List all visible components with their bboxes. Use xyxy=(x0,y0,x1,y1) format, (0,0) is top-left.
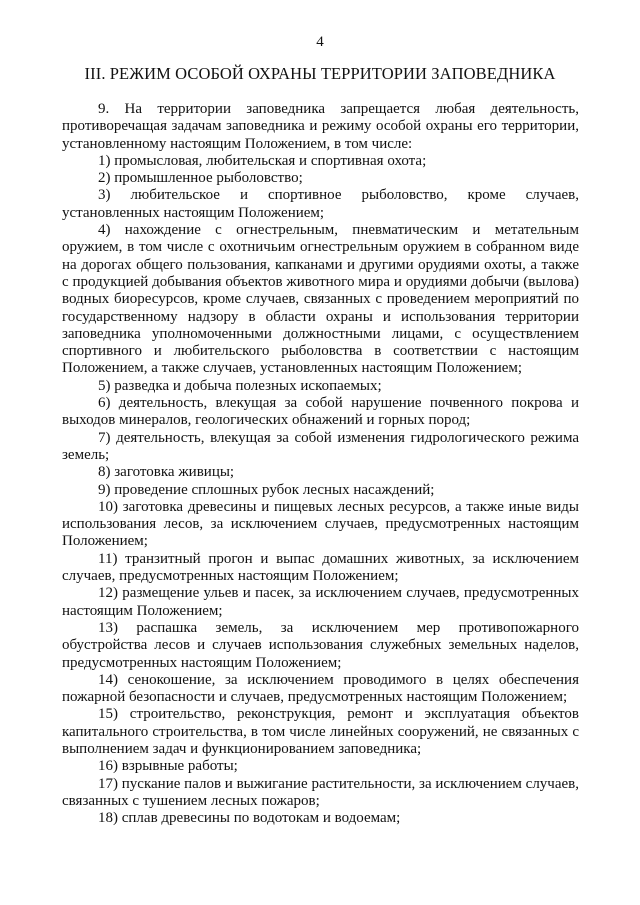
list-item-1: 1) промысловая, любительская и спортивная охота; xyxy=(98,152,427,169)
list-item-15: 15) строительство, реконструкция, ремонт и эксплуатация объектов капитального строительства, в том числе линейных сооружений, не связанных с выполнением задач и функционированием заповедника; xyxy=(62,706,579,757)
list-item-16: 16) взрывные работы; xyxy=(98,758,238,775)
page-number: 4 xyxy=(316,34,324,50)
list-item-2: 2) промышленное рыболовство; xyxy=(98,170,303,187)
document-body xyxy=(62,101,579,827)
list-item-13: 13) распашка земель, за исключением мер противопожарного обустройства лесов и случаев использования служебных земельных наделов, предусмотренных настоящим Положением; xyxy=(62,619,579,671)
paragraph-9-intro: 9. На территории заповедника запрещается любая деятельность, противоречащая задачам заповедника и режиму особой охраны его территории, установленному настоящим Положением, в том числе: xyxy=(62,101,579,152)
list-item-14: 14) сенокошение, за исключением проводимого в целях обеспечения пожарной безопасности и случаев, предусмотренных настоящим Положением; xyxy=(62,671,579,706)
list-item-12: 12) размещение ульев и пасек, за исключением случаев, предусмотренных настоящим Положением; xyxy=(62,585,579,619)
list-item-9: 9) проведение сплошных рубок лесных насаждений; xyxy=(98,481,435,498)
list-item-18: 18) сплав древесины по водотокам и водоемам; xyxy=(98,810,401,827)
section-title: III. РЕЖИМ ОСОБОЙ ОХРАНЫ ТЕРРИТОРИИ ЗАПОВЕДНИКА xyxy=(84,64,556,83)
list-item-5: 5) разведка и добыча полезных ископаемых; xyxy=(98,377,382,394)
list-item-10: 10) заготовка древесины и пищевых лесных ресурсов, а также иные виды использования лесов, за исключением случаев, предусмотренных настоящим Положением; xyxy=(62,498,579,550)
list-item-11: 11) транзитный прогон и выпас домашних животных, за исключением случаев, предусмотренных настоящим Положением; xyxy=(62,550,579,585)
list-item-8: 8) заготовка живицы; xyxy=(98,464,235,481)
list-item-7: 7) деятельность, влекущая за собой изменения гидрологического режима земель; xyxy=(62,429,579,463)
list-item-17: 17) пускание палов и выжигание растительности, за исключением случаев, связанных с тушением лесных пожаров; xyxy=(62,775,579,809)
list-item-3: 3) любительское и спортивное рыболовство, кроме случаев, установленных настоящим Положением; xyxy=(62,187,579,221)
list-item-6: 6) деятельность, влекущая за собой нарушение почвенного покрова и выходов минералов, геологических обнажений и горных пород; xyxy=(62,395,579,429)
list-item-4: 4) нахождение с огнестрельным, пневматическим и метательным оружием, в том числе с охотничьим огнестрельным оружием в собранном виде на дорогах общего пользования, капканами и другими орудиями охоты, а также с продукцией добывания объектов животного мира и орудиями добычи (вылова) водных биоресурсов, кроме случаев, связанных с проведением мероприятий по государственному надзору в области охраны и использования территории заповедника уполномоченными должностными лицами, с осуществлением спортивного и любительского рыболовства в соответствии с настоящим Положением, а также случаев, установленных настоящим Положением; xyxy=(62,222,579,377)
